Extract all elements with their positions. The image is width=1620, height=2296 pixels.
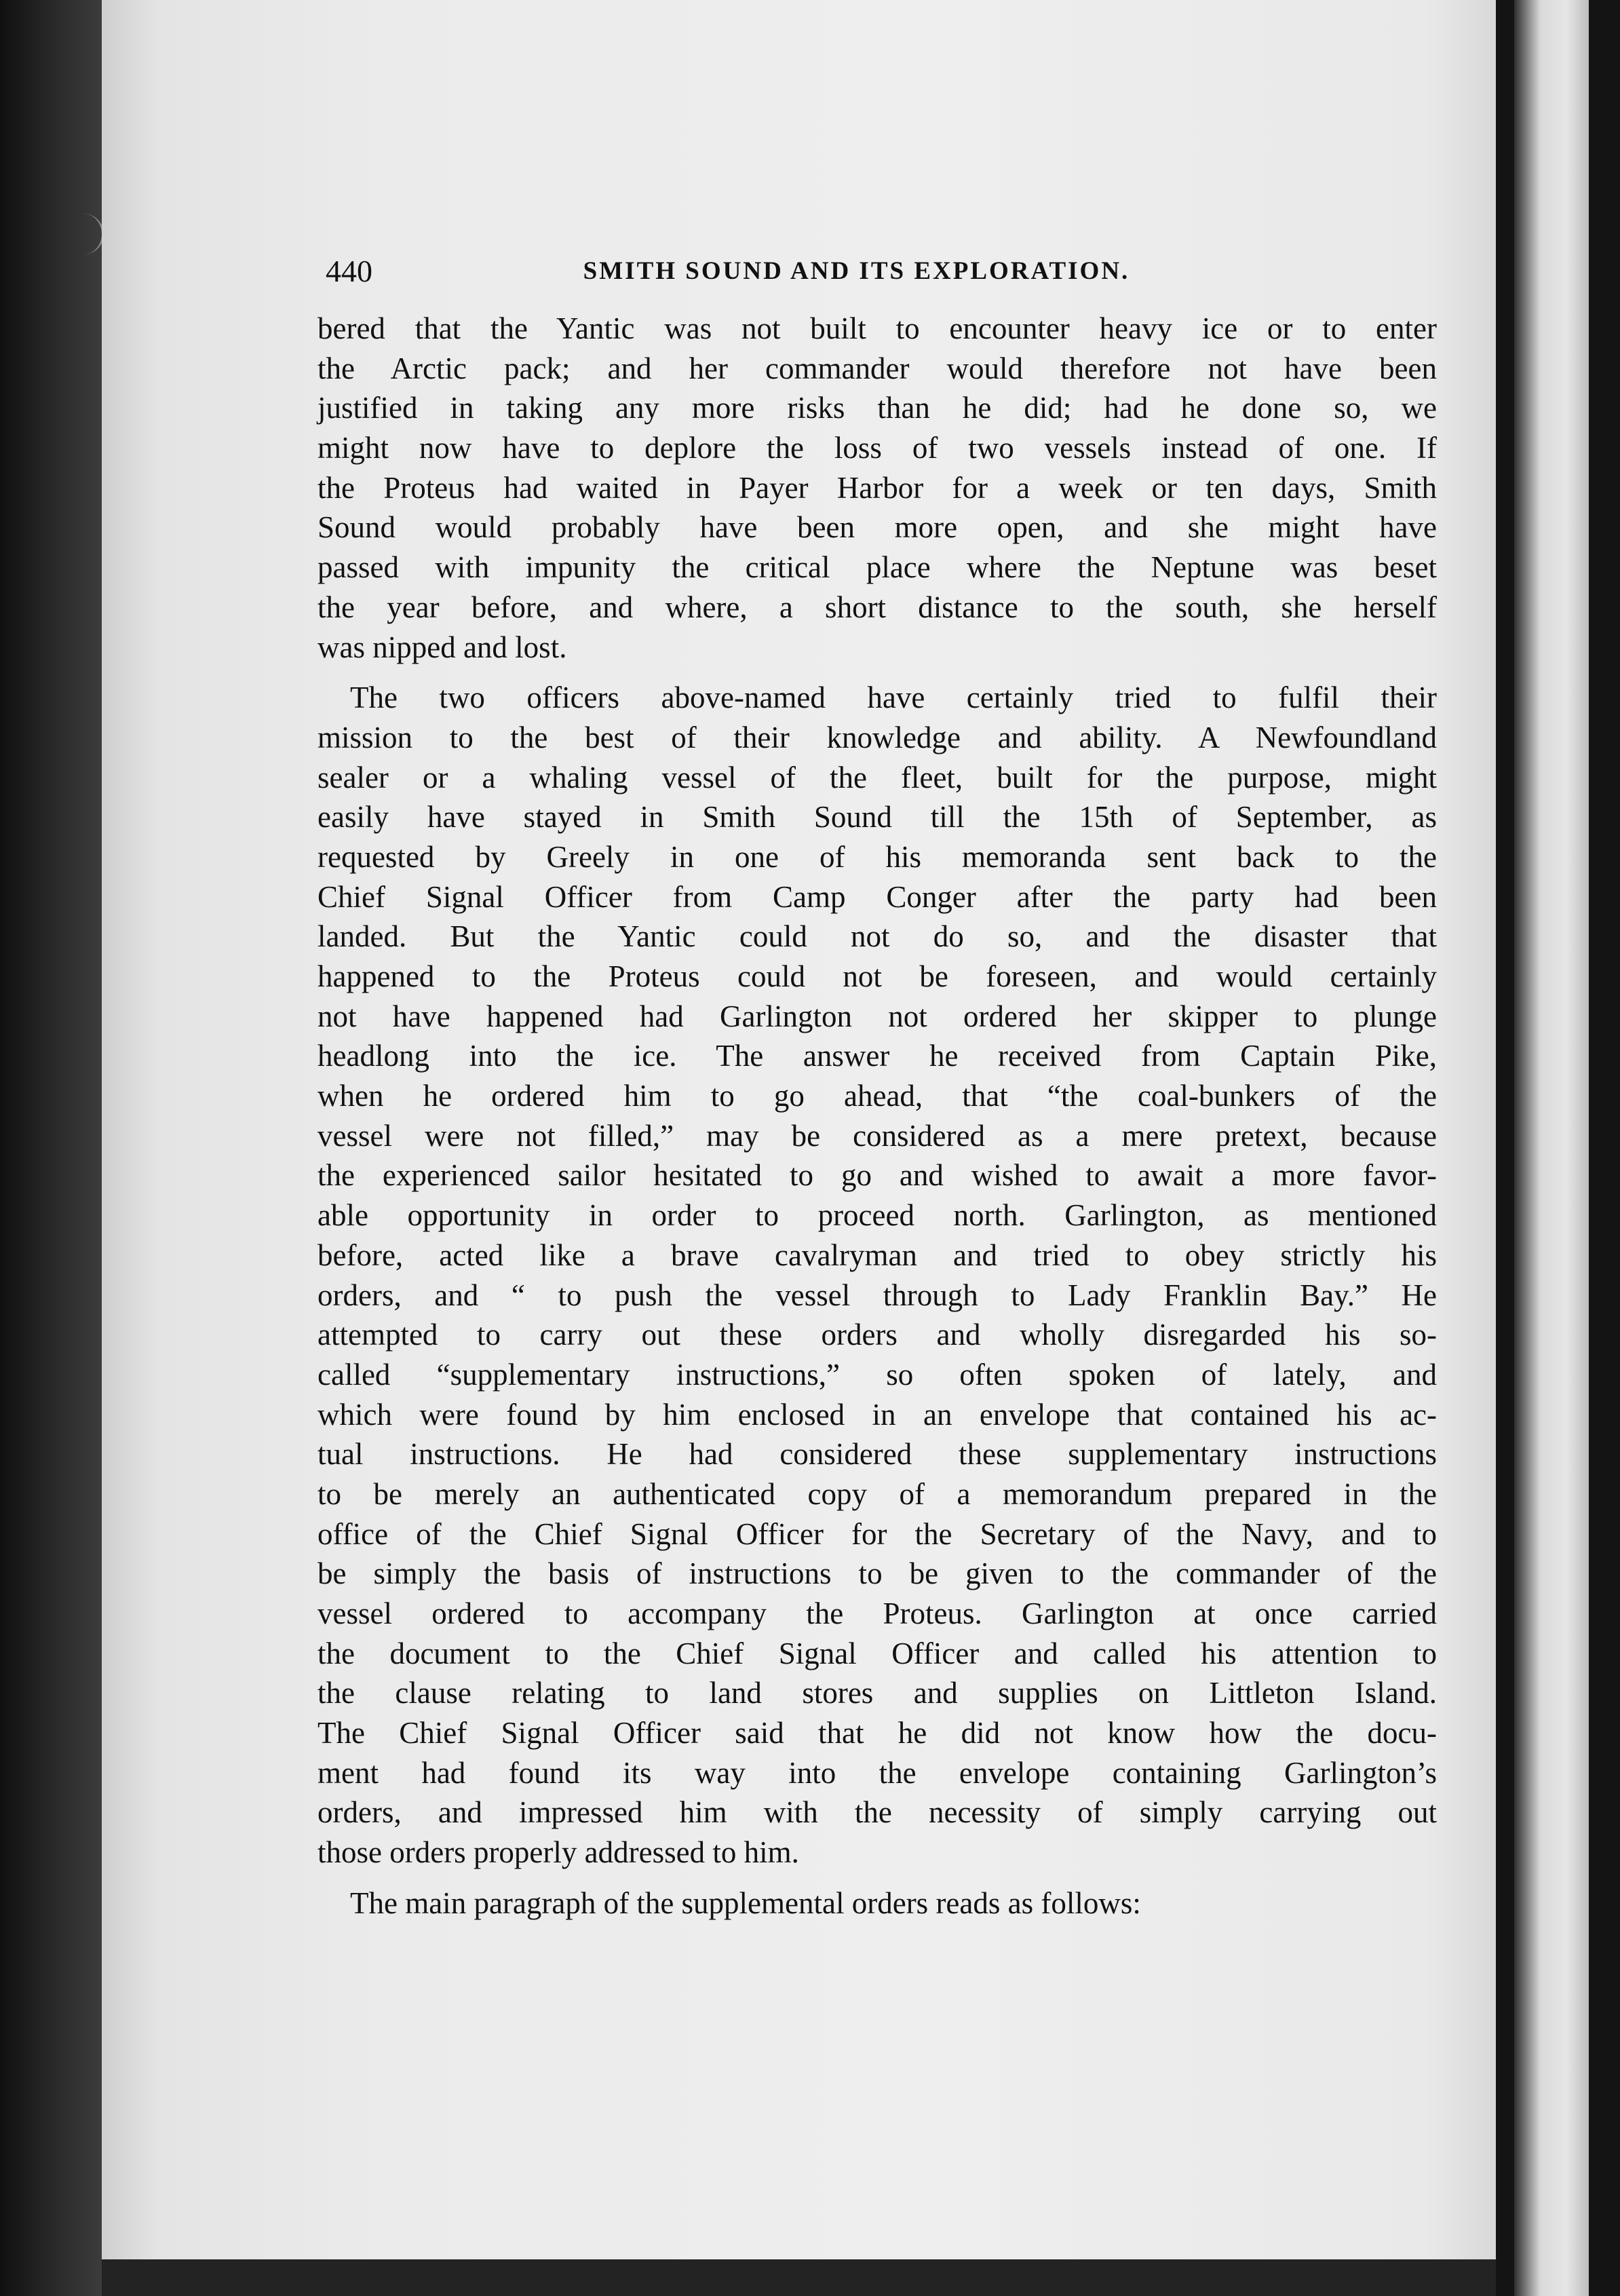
text-line: might now have to deplore the loss of two vessels instead of one. If: [317, 431, 1437, 465]
text-line: the clause relating to land stores and supplies on Littleton Island.: [317, 1676, 1437, 1710]
scan-border-bottom: [102, 2259, 1496, 2296]
text-line: the experienced sailor hesitated to go and wished to await a more favor-: [317, 1158, 1437, 1193]
book-page: [102, 0, 1496, 2259]
text-line: headlong into the ice. The answer he received from Captain Pike,: [317, 1039, 1437, 1073]
text-line: be simply the basis of instructions to be given to the commander of the: [317, 1556, 1437, 1591]
text-line: not have happened had Garlington not ordered her skipper to plunge: [317, 999, 1437, 1033]
text-line: those orders properly addressed to him.: [317, 1835, 799, 1870]
text-line: able opportunity in order to proceed north. Garlington, as mentioned: [317, 1198, 1437, 1233]
text-line: before, acted like a brave cavalryman and tried to obey strictly his: [317, 1238, 1437, 1272]
text-line: happened to the Proteus could not be foreseen, and would certainly: [317, 959, 1437, 993]
text-line: Chief Signal Officer from Camp Conger after the party had been: [317, 879, 1437, 914]
text-line: easily have stayed in Smith Sound till the 15th of September, as: [317, 800, 1437, 835]
text-line: tual instructions. He had considered these supplementary instructions: [317, 1437, 1437, 1472]
page-number: 440: [326, 254, 372, 288]
text-line: The two officers above-named have certainly tried to fulfil their: [350, 681, 1437, 715]
text-line: the Arctic pack; and her commander would therefore not have been: [317, 351, 1437, 385]
running-head: SMITH SOUND AND ITS EXPLORATION.: [583, 257, 1130, 285]
text-line: when he ordered him to go ahead, that “the coal-bunkers of the: [317, 1079, 1437, 1113]
text-line: mission to the best of their knowledge and ability. A Newfoundland: [317, 720, 1437, 754]
scan-border-left: [0, 0, 102, 2296]
text-line: orders, and impressed him with the necessity of simply carrying out: [317, 1795, 1437, 1830]
text-line: which were found by him enclosed in an envelope that contained his ac-: [317, 1397, 1437, 1432]
text-line: passed with impunity the critical place where the Neptune was beset: [317, 550, 1437, 585]
text-line: bered that the Yantic was not built to encounter heavy ice or to enter: [317, 311, 1437, 345]
text-line: The Chief Signal Officer said that he did not know how the docu-: [317, 1716, 1437, 1750]
next-page-edge: [1514, 0, 1589, 2296]
text-line: sealer or a whaling vessel of the fleet, built for the purpose, might: [317, 760, 1437, 795]
text-line: office of the Chief Signal Officer for the Secretary of the Navy, and to: [317, 1516, 1437, 1551]
text-line: called “supplementary instructions,” so often spoken of lately, and: [317, 1357, 1437, 1392]
text-line: ment had found its way into the envelope containing Garlington’s: [317, 1755, 1437, 1790]
text-line: vessel ordered to accompany the Proteus. Garlington at once carried: [317, 1596, 1437, 1630]
text-line: Sound would probably have been more open, and she might have: [317, 510, 1437, 545]
text-line: landed. But the Yantic could not do so, and the disaster that: [317, 919, 1437, 954]
text-line: attempted to carry out these orders and wholly disregarded his so-: [317, 1318, 1437, 1352]
text-line: The main paragraph of the supplemental orders reads as follows:: [350, 1886, 1141, 1920]
text-line: vessel were not filled,” may be considered as a mere pretext, because: [317, 1118, 1437, 1153]
text-line: requested by Greely in one of his memoranda sent back to the: [317, 839, 1437, 874]
text-line: justified in taking any more risks than he did; had he done so, we: [317, 391, 1437, 425]
text-line: was nipped and lost.: [317, 630, 567, 664]
body-text: [317, 309, 1437, 1934]
text-line: the Proteus had waited in Payer Harbor for a week or ten days, Smith: [317, 470, 1437, 505]
paragraph: [317, 678, 1437, 1873]
text-line: the document to the Chief Signal Officer and called his attention to: [317, 1636, 1437, 1670]
paragraph: [317, 309, 1437, 667]
text-line: to be merely an authenticated copy of a memorandum prepared in the: [317, 1476, 1437, 1511]
text-line: the year before, and where, a short distance to the south, she herself: [317, 590, 1437, 624]
page-header: [326, 248, 1455, 295]
text-line: orders, and “ to push the vessel through to Lady Franklin Bay.” He: [317, 1278, 1437, 1312]
paragraph: [317, 1883, 1437, 1924]
